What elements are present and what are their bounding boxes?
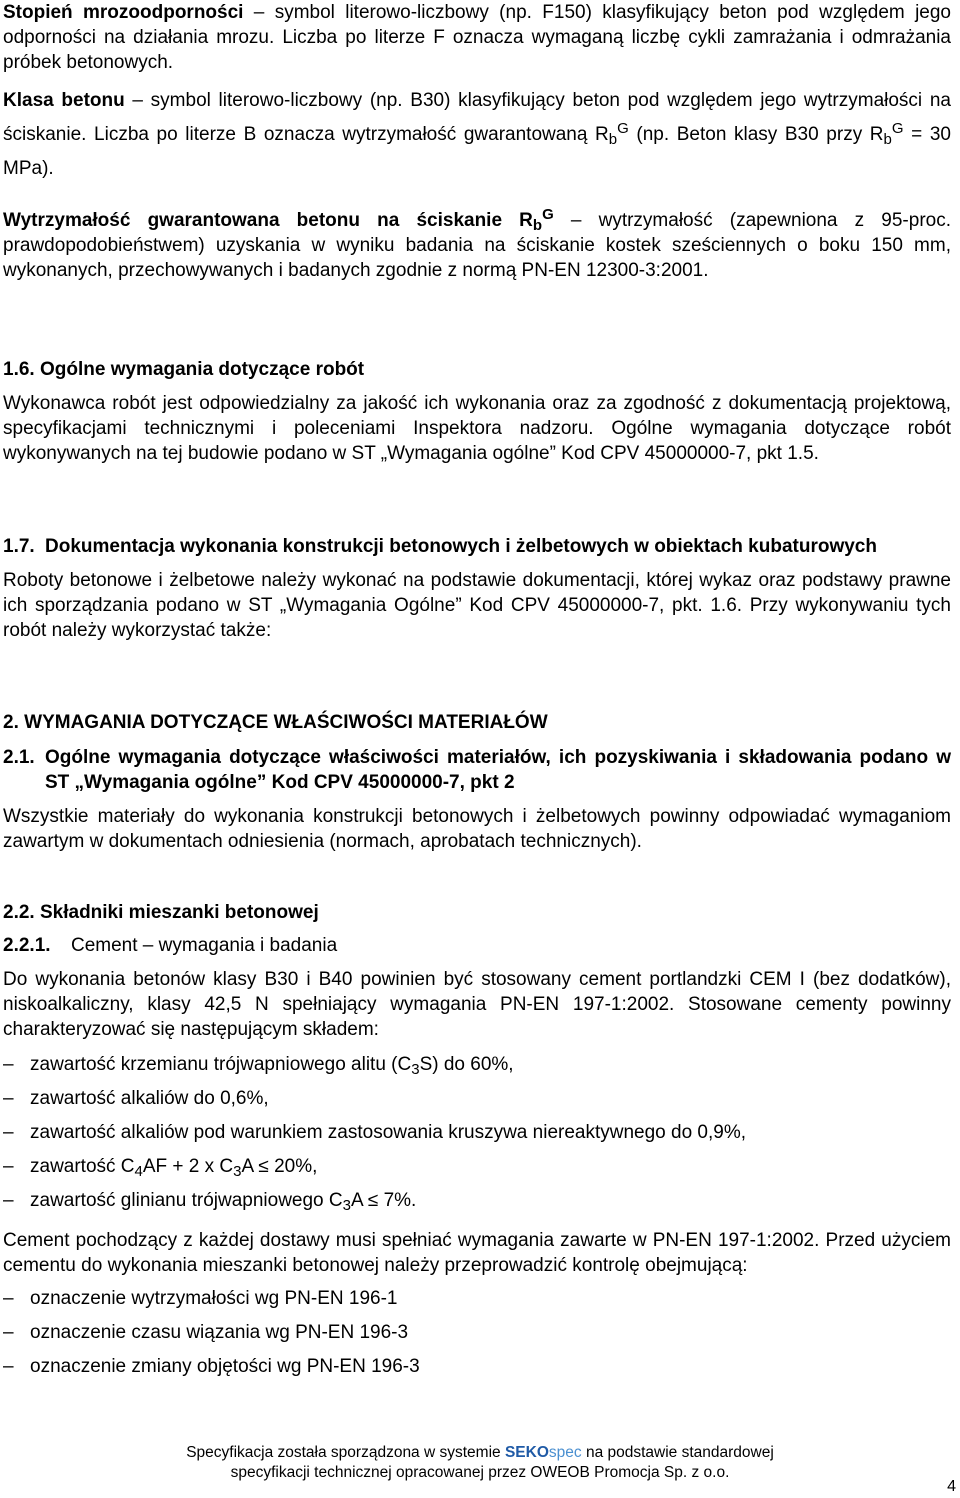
list-item: – zawartość $C_4AF + 2$ x $C_3A \le 20\%$, [3,1156,318,1180]
brand-logo-seko: SEKO [504,1444,549,1461]
section-body: Cement pochodzący z każdej dostawy musi spełniać wymagania zawarte w PN-EN 197-1:2002. Przed użyciem cementu do wykonania mieszanki betonowej należy przeprowadzić kontrolę obejmującą: [3,1230,951,1276]
section-heading: 1.7. Dokumentacja wykonania konstrukcji betonowych i żelbetowych w obiektach kubaturowych [3,536,877,557]
list-item: – oznaczenie wytrzymałości wg PN-EN 196-1 [3,1288,398,1309]
footer-line-1: Specyfikacja została sporządzona w systemie SEKOspec na podstawie standardowej [186,1444,774,1461]
list-item: – zawartość alkaliów do 0,6%, [3,1088,269,1109]
list-item: – oznaczenie czasu wiązania wg PN-EN 196-3 [3,1322,409,1343]
control-list [3,1286,951,1388]
section-1-7 [3,534,951,643]
section-2-2-heading: 2.2. Składniki mieszanki betonowej [3,902,319,923]
page-footer [0,1443,960,1483]
section-2-heading: 2. WYMAGANIA DOTYCZĄCE WŁAŚCIWOŚCI MATERIAŁÓW [3,712,548,733]
section-number: 2.2.1. [3,935,51,956]
list-item: – zawartość glinianu trójwapniowego $C_3A \le 7\%$. [3,1190,417,1214]
section-1-6 [3,357,951,466]
list-item: – zawartość krzemianu trójwapniowego alitu $(C_3S)$ do 60%, [3,1054,514,1078]
section-body: Wykonawca robót jest odpowiedzialny za jakość ich wykonania oraz za zgodność z dokumentacją projektową, specyfikacjami technicznymi i poleceniami Inspektora nadzoru. Ogólne wymagania dotyczące robót wykonywanych na tej budowie podano w ST „Wymagania ogólne” Kod CPV 45000000-7, pkt 1.5. [3,393,951,464]
footer-line-2: specyfikacji technicznej opracowanej przez OWEOB Promocja Sp. z o.o. [230,1464,730,1481]
term: Wytrzymałość gwarantowana betonu na ściskanie $R_b^G$ [3,206,554,234]
section-heading: 1.6. Ogólne wymagania dotyczące robót [3,359,365,380]
list-item: – zawartość alkaliów pod warunkiem zastosowania kruszywa niereaktywnego do 0,9%, [3,1122,747,1143]
term: Stopień mrozoodporności [3,2,244,23]
section-body: Do wykonania betonów klasy B30 i B40 powinien być stosowany cement portlandzki CEM I (bez dodatków), niskoalkaliczny, klasy 42,5 N spełniający wymagania PN-EN 197-1:2002. Stosowane cementy powinny charakteryzować się następującym składem: [3,969,951,1040]
definition-frost-resistance: Stopień mrozoodporności – symbol literowo-liczbowy (np. F150) klasyfikujący beton pod względem jego odporności na działania mrozu. Liczba po literze F oznacza wymaganą liczbę cykli zamrażania i odmrażania próbek betonowych. [3,2,951,73]
section-body: Wszystkie materiały do wykonania konstrukcji betonowych i żelbetowych powinny odpowiadać wymaganiom zawartym w dokumentach odniesienia (normach, aprobatach technicznych). [3,806,951,852]
section-2-1 [3,745,951,854]
section-2-2-1 [3,933,951,1388]
composition-list [3,1052,951,1222]
brand-logo-spec: spec [548,1444,582,1461]
section-heading: 2.1. Ogólne wymagania dotyczące właściwości materiałów, ich pozyskiwania i składowania podano w ST „Wymagania ogólne” Kod CPV 45000000-7, pkt 2 [3,747,951,793]
page-number: 4 [947,1478,956,1495]
definition-guaranteed-strength: Wytrzymałość gwarantowana betonu na ściskanie $R_b^G$ – wytrzymałość (zapewniona z 95-proc. prawdopodobieństwem) uzyskania w wyniku badania na ściskanie kostek sześciennych o boku 150 mm, wykonanych, przechowywanych i badanych zgodnie z normą PN-EN 12300-3:2001. [3,206,951,281]
term: Klasa betonu [3,90,125,111]
section-heading: 2.2.1. Cement – wymagania i badania [3,935,338,956]
list-item: – oznaczenie zmiany objętości wg PN-EN 196-3 [3,1356,420,1377]
section-body: Roboty betonowe i żelbetowe należy wykonać na podstawie dokumentacji, której wykaz oraz podstawy prawne ich sporządzania podano w ST „Wymagania Ogólne” Kod CPV 45000000-7, pkt. 1.6. Przy wykonywaniu tych robót należy wykorzystać także: [3,570,951,641]
definition-concrete-class: Klasa betonu – symbol literowo-liczbowy (np. B30) klasyfikujący beton pod względem jego wytrzymałości na ściskanie. Liczba po literze B oznacza wytrzymałość gwarantowaną $R_b^G$ (np. Beton klasy B30 przy $R_b^G = 30$ MPa). [3,90,951,179]
